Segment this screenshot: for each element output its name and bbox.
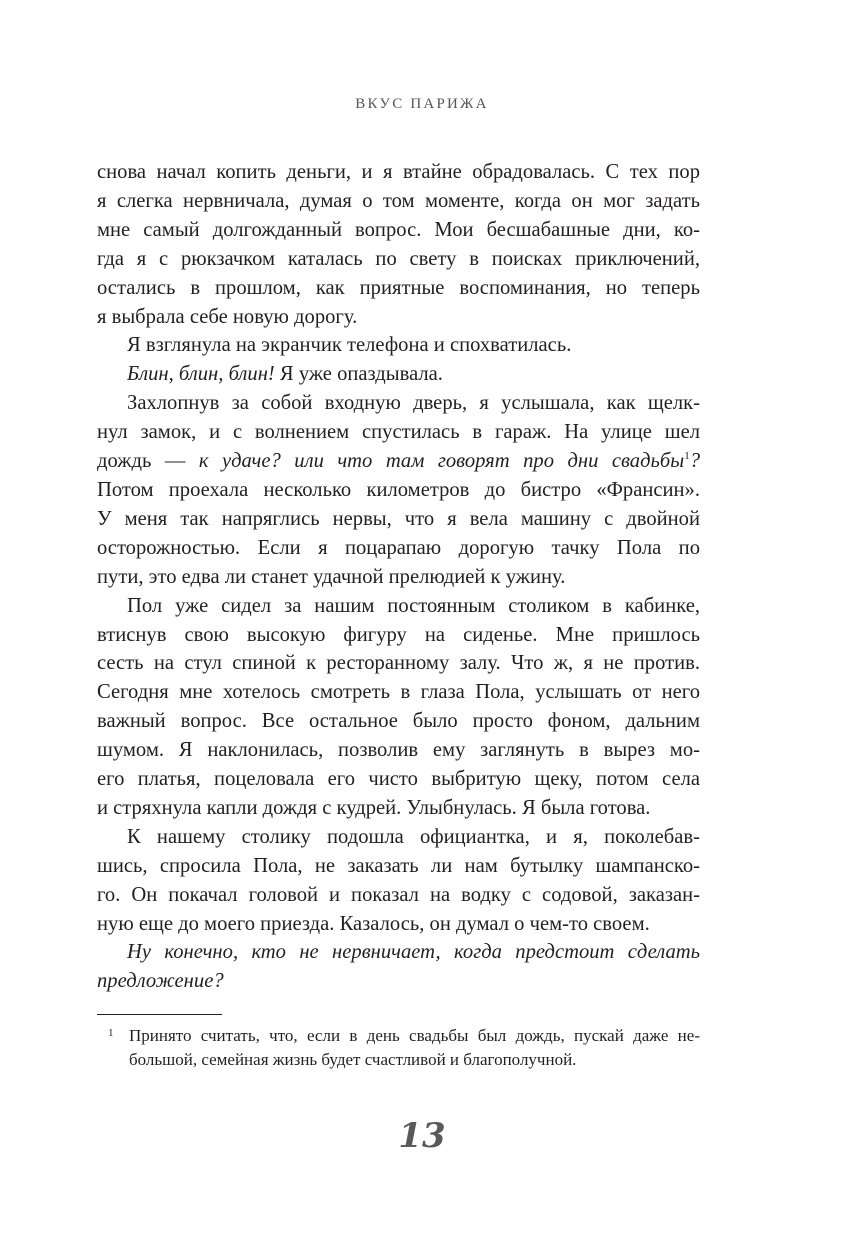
text-line	[97, 852, 700, 881]
text-line	[97, 621, 700, 650]
text-segment: шумом. Я наклонилась, позволив ему заглянуть в вырез мо-	[97, 739, 700, 762]
text-segment: мне самый долгожданный вопрос. Мои бесшабашные дни, ко-	[97, 218, 700, 241]
text-segment: Пол уже сидел за нашим постоянным столиком в кабинке,	[127, 594, 700, 617]
text-line	[97, 563, 700, 592]
body-text	[97, 158, 700, 996]
text-line	[97, 736, 700, 765]
text-line	[97, 331, 700, 360]
text-segment: У меня так напряглись нервы, что я вела машину с двойной	[97, 507, 700, 530]
text-line	[97, 592, 700, 621]
text-segment: пути, это едва ли станет удачной прелюдией к ужину.	[97, 565, 566, 588]
italic-text: к удаче? или что там говорят про дни свадьбы	[198, 450, 685, 473]
text-line	[97, 534, 700, 563]
footnote-line: Принято считать, что, если в день свадьбы был дождь, пускай даже не-	[129, 1026, 700, 1045]
text-line	[97, 303, 700, 332]
text-line	[97, 389, 700, 418]
text-segment: снова начал копить деньги, и я втайне обрадовалась. С тех пор	[97, 161, 700, 183]
text-line	[97, 707, 700, 736]
text-line	[97, 649, 700, 678]
text-line	[97, 938, 700, 967]
text-line	[97, 794, 700, 823]
footnote	[97, 1024, 700, 1071]
text-segment: важный вопрос. Все остальное было просто фоном, дальним	[97, 710, 700, 733]
text-segment: Сегодня мне хотелось смотреть в глаза Пола, услышать от него	[97, 681, 700, 704]
running-head: ВКУС ПАРИЖА	[355, 96, 489, 112]
italic-text: Блин, блин, блин!	[127, 363, 275, 386]
text-line	[97, 505, 700, 534]
footnote-reference: 1	[684, 450, 690, 463]
text-line	[97, 823, 700, 852]
text-segment: го. Он покачал головой и показал на водку с содовой, заказан-	[97, 883, 700, 906]
text-segment: нул замок, и с волнением спустилась в гараж. На улице шел	[97, 421, 700, 444]
text-line	[97, 476, 700, 505]
text-line	[97, 881, 700, 910]
text-segment: сесть на стул спиной к ресторанному залу. Что ж, я не против.	[97, 652, 700, 675]
text-line	[97, 678, 700, 707]
footnote-divider	[97, 1014, 222, 1015]
text-segment: осторожностью. Если я поцарапаю дорогую тачку Пола по	[97, 536, 700, 559]
text-line	[97, 187, 700, 216]
text-segment: К нашему столику подошла официантка, и я, поколебав-	[127, 825, 700, 848]
text-segment: его платья, поцеловала его чисто выбритую щеку, потом села	[97, 768, 700, 791]
text-segment: Я взглянула на экранчик телефона и спохватилась.	[127, 334, 572, 357]
text-segment: ную еще до моего приезда. Казалось, он думал о чем-то своем.	[97, 912, 650, 935]
text-segment: шись, спросила Пола, не заказать ли нам бутылку шампанско-	[97, 854, 700, 877]
footnote-body	[129, 1024, 700, 1071]
text-segment: Захлопнув за собой входную дверь, я услышала, как щелк-	[127, 392, 700, 415]
text-line	[97, 967, 700, 996]
text-line	[97, 360, 700, 389]
text-segment: я выбрала себе новую дорогу.	[97, 305, 358, 328]
text-segment: гда я с рюкзачком каталась по свету в поисках приключений,	[97, 247, 700, 270]
footnote-line: большой, семейная жизнь будет счастливой и благополучной.	[129, 1049, 577, 1069]
text-segment: я слегка нервничала, думая о том моменте, когда он мог задать	[97, 189, 700, 212]
page-number: 13	[398, 1116, 446, 1156]
footnote-number: 1	[108, 1027, 114, 1039]
italic-text: предложение?	[97, 970, 224, 993]
text-line	[97, 910, 700, 939]
text-segment: Потом проехала несколько километров до бистро «Франсин».	[97, 478, 700, 501]
text-line	[97, 216, 700, 245]
text-segment: и стряхнула капли дождя с кудрей. Улыбнулась. Я была готова.	[97, 796, 651, 819]
text-segment: дождь —	[97, 450, 199, 473]
text-line	[97, 245, 700, 274]
text-segment: Я уже опаздывала.	[274, 363, 443, 386]
text-line	[97, 447, 700, 476]
text-segment: втиснув свою высокую фигуру на сиденье. Мне пришлось	[97, 623, 700, 646]
text-line	[97, 274, 700, 303]
text-line	[97, 418, 700, 447]
text-segment: остались в прошлом, как приятные воспоминания, но теперь	[97, 276, 700, 299]
italic-text: Ну конечно, кто не нервничает, когда предстоит сделать	[127, 941, 700, 964]
italic-text: ?	[689, 450, 700, 473]
text-line	[97, 765, 700, 794]
text-line	[97, 158, 700, 187]
